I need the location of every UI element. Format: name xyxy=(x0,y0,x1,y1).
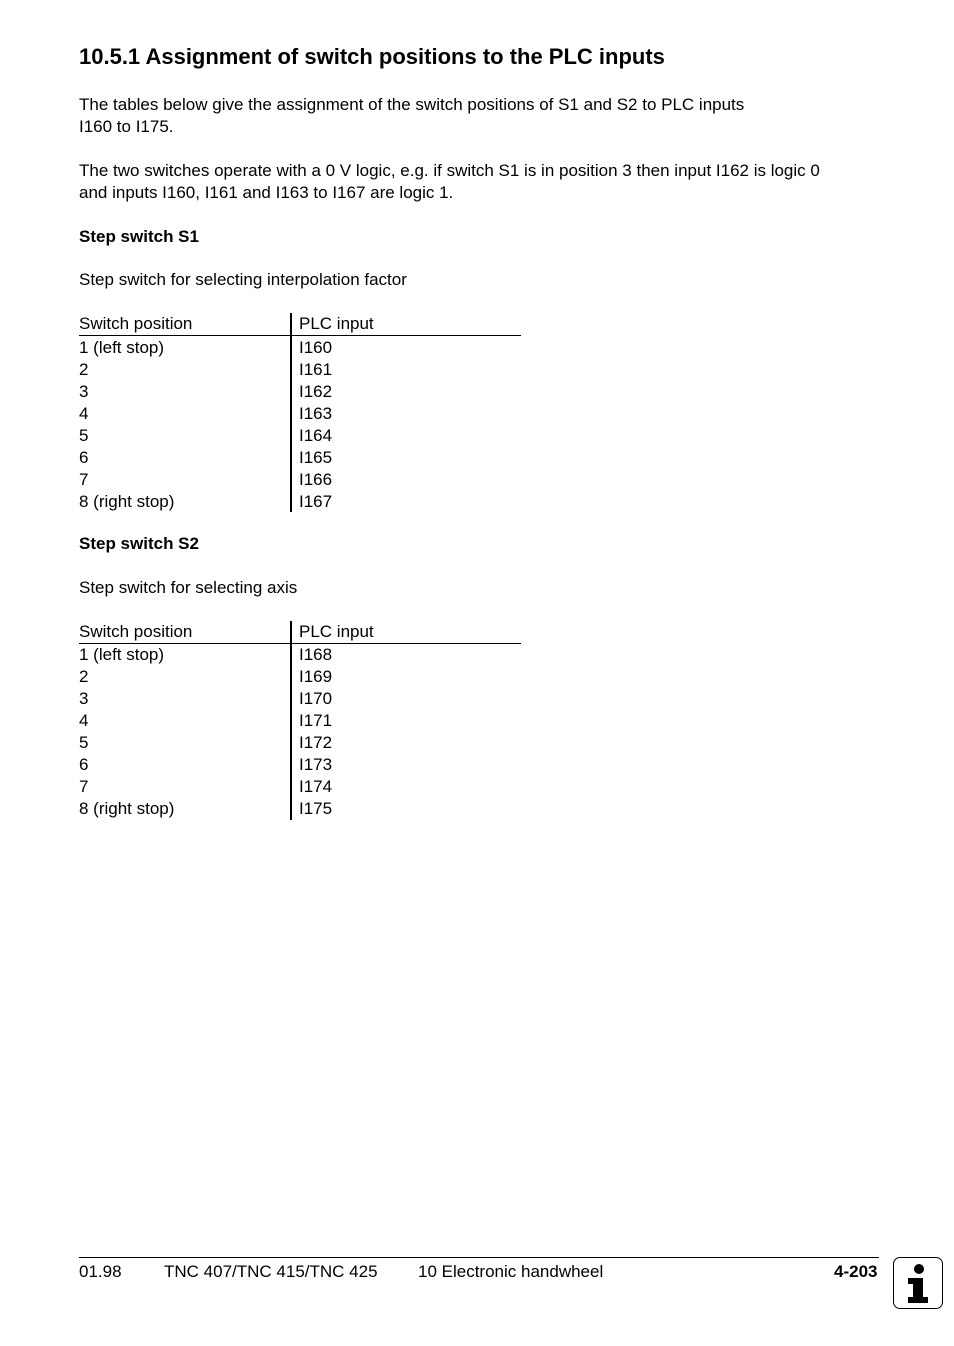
table-row xyxy=(79,644,521,666)
plc-input: I175 xyxy=(299,799,333,818)
header-plc-input: PLC input xyxy=(299,314,374,333)
switch-position: 7 xyxy=(79,777,89,796)
table-row xyxy=(79,491,521,513)
table-row xyxy=(79,754,521,776)
switch-position: 7 xyxy=(79,470,89,489)
switch-position: 5 xyxy=(79,426,89,445)
plc-input: I168 xyxy=(299,645,333,664)
table-row xyxy=(79,666,521,688)
plc-input: I171 xyxy=(299,711,333,730)
table-row xyxy=(79,798,521,820)
info-glyph xyxy=(894,1258,941,1307)
intro-paragraph-1 xyxy=(79,94,744,138)
plc-input: I169 xyxy=(299,667,333,686)
table-row xyxy=(79,688,521,710)
footer-chapter: 10 Electronic handwheel xyxy=(418,1262,604,1281)
header-switch-position: Switch position xyxy=(79,622,193,641)
intro-line: The tables below give the assignment of the switch positions of S1 and S2 to PLC inputs xyxy=(79,95,745,114)
table-row xyxy=(79,403,521,425)
table-row xyxy=(79,337,521,359)
section-title: 10.5.1 Assignment of switch positions to the PLC inputs xyxy=(79,44,665,69)
table-row xyxy=(79,469,521,491)
footer-product: TNC 407/TNC 415/TNC 425 xyxy=(164,1262,378,1281)
switch-position: 5 xyxy=(79,733,89,752)
plc-input: I165 xyxy=(299,448,333,467)
plc-input: I163 xyxy=(299,404,333,423)
plc-input: I162 xyxy=(299,382,333,401)
switch-position: 2 xyxy=(79,667,89,686)
intro-line: The two switches operate with a 0 V logic, e.g. if switch S1 is in position 3 then input I162 is logic 0 xyxy=(79,161,820,180)
plc-input: I164 xyxy=(299,426,333,445)
switch-position: 3 xyxy=(79,382,89,401)
footer-rule xyxy=(79,1257,879,1258)
intro-paragraph-2 xyxy=(79,160,820,204)
switch-position: 2 xyxy=(79,360,89,379)
switch-position: 8 (right stop) xyxy=(79,799,175,818)
switch-position: 4 xyxy=(79,404,89,423)
switch-position: 1 (left stop) xyxy=(79,338,165,357)
table-row xyxy=(79,425,521,447)
plc-input: I160 xyxy=(299,338,333,357)
plc-input: I161 xyxy=(299,360,333,379)
table-header xyxy=(79,621,521,643)
switch-position: 1 (left stop) xyxy=(79,645,165,664)
table-row xyxy=(79,732,521,754)
intro-line: and inputs I160, I161 and I163 to I167 are logic 1. xyxy=(79,183,454,202)
switch-position: 6 xyxy=(79,448,89,467)
s2-caption: Step switch for selecting axis xyxy=(79,578,298,597)
s1-table xyxy=(79,313,521,512)
footer-page-number: 4-203 xyxy=(834,1262,878,1281)
footer-date: 01.98 xyxy=(79,1262,122,1281)
plc-input: I170 xyxy=(299,689,333,708)
s2-heading: Step switch S2 xyxy=(79,534,199,553)
switch-position: 8 (right stop) xyxy=(79,492,175,511)
header-plc-input: PLC input xyxy=(299,622,374,641)
switch-position: 6 xyxy=(79,755,89,774)
switch-position: 4 xyxy=(79,711,89,730)
table-row xyxy=(79,381,521,403)
table-header xyxy=(79,313,521,335)
header-switch-position: Switch position xyxy=(79,314,193,333)
header-rule xyxy=(79,335,521,336)
plc-input: I173 xyxy=(299,755,333,774)
table-row xyxy=(79,710,521,732)
table-row xyxy=(79,359,521,381)
s1-heading: Step switch S1 xyxy=(79,227,199,246)
s1-caption: Step switch for selecting interpolation factor xyxy=(79,270,407,289)
intro-line: I160 to I175. xyxy=(79,117,174,136)
table-row xyxy=(79,776,521,798)
plc-input: I166 xyxy=(299,470,333,489)
info-icon xyxy=(893,1257,943,1309)
switch-position: 3 xyxy=(79,689,89,708)
table-row xyxy=(79,447,521,469)
plc-input: I172 xyxy=(299,733,333,752)
s2-table xyxy=(79,621,521,820)
plc-input: I167 xyxy=(299,492,333,511)
plc-input: I174 xyxy=(299,777,333,796)
